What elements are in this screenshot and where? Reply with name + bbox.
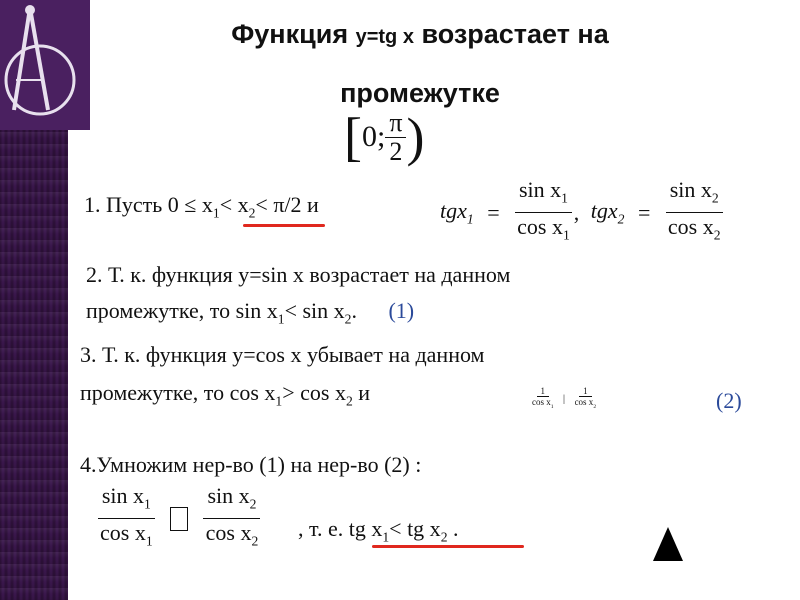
interval [344, 106, 424, 168]
underline-x1-x2 [243, 224, 325, 227]
frac2-num: $\sin x_2$ [666, 176, 723, 213]
eq2: = [637, 199, 651, 225]
interval-start: 0; [361, 120, 386, 153]
small-frac-2: $\frac{1}{\cos x_2}$ [574, 386, 597, 410]
tag-1: (1) [388, 298, 415, 323]
step3-small-fractions: $\frac{1}{\cos x_1}$ | $\frac{1}{\cos x_2}$ [528, 384, 600, 412]
corner-logo [0, 0, 90, 130]
compass-circle-logo-icon [0, 0, 90, 130]
eq1: = [487, 199, 500, 225]
frac-sin-cos-1 [513, 176, 574, 250]
title-rest: возрастает на [421, 19, 609, 49]
tg2-label: tgx$_2$ [590, 198, 625, 227]
interval-left-bracket: [ [344, 107, 362, 167]
interval-fraction [385, 109, 406, 166]
step4-frac-2: $\frac{\sin x_2}{\cos x_2}$ [202, 482, 263, 556]
frac-sin-cos-2 [664, 176, 725, 250]
step1-c: < π/2 и [255, 192, 319, 217]
frac1-den: $\cos x_1$ [517, 214, 570, 243]
step3-line1: 3. Т. к. функция y=cos x убывает на данном [80, 342, 485, 367]
interval-num: π [385, 109, 406, 138]
interval-den: 2 [389, 136, 403, 166]
step1-formulas [440, 176, 725, 250]
small-frac-1: $\frac{1}{\cos x_1}$ [532, 386, 554, 410]
title-function: y=tg x [355, 26, 414, 48]
step1-s1: 1 [212, 205, 220, 221]
step2-line2: промежутке, то $\sin x_1< \sin x_2$. (1) [86, 298, 415, 327]
step1-s2: 2 [248, 205, 256, 221]
step1-b: < x [219, 192, 249, 217]
step3-line2: промежутке, то $\cos x_1> \cos x_2$ и [80, 380, 371, 409]
frac1-num: $\sin x_1$ [515, 176, 572, 213]
interval-right-bracket: ) [406, 107, 425, 167]
step4-formula [96, 482, 262, 556]
step1-text [84, 192, 319, 221]
tg1-label: tgx$_1$ [440, 198, 474, 227]
underline-conclusion [372, 545, 524, 548]
title-line2: промежутке [340, 78, 500, 108]
step4-conclusion: , т. е. tg $x_1<$ tg $x_2$ . [298, 516, 459, 545]
tag-2: (2) [716, 388, 742, 413]
step2-line1: 2. Т. к. функция y=sin x возрастает на данном [86, 262, 511, 287]
frac2-den: $\cos x_2$ [667, 214, 721, 243]
step4-frac-1: $\frac{\sin x_1}{\cos x_1}$ [96, 482, 157, 556]
up-triangle-icon[interactable] [653, 527, 683, 561]
missing-glyph-box [170, 507, 188, 531]
step1-a: 1. Пусть 0 ≤ x [84, 192, 213, 217]
slide-title [120, 6, 720, 121]
comma: , [573, 199, 580, 225]
step4-line1: 4.Умножим нер-во (1) на нер-во (2) : [80, 452, 422, 477]
title-word: Функция [231, 19, 349, 49]
